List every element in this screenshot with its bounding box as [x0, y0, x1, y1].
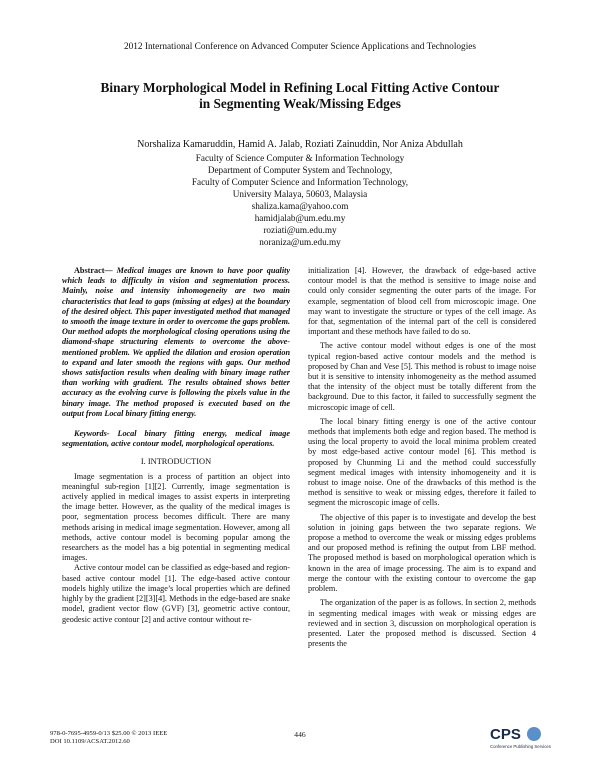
body-paragraph: The objective of this paper is to investigate and develop the best solution in joining gaps between the two separate regions. We propose a method to overcome the weak or missing edges problems and our proposed method is refining the output from LBF method. The proposed method is based on morphological operation which is known in the area of image processing. The aim is to expand and merge the contour with the existing contour to overcome the gap problem. [308, 512, 536, 594]
keywords: Keywords- Local binary fitting energy, medical image segmentation, active contour model, morphological operations. [62, 429, 290, 449]
affiliation-block [0, 152, 600, 248]
title-line-2: in Segmenting Weak/Missing Edges [199, 96, 401, 111]
left-column [62, 266, 290, 625]
section-heading-introduction: I. INTRODUCTION [140, 457, 212, 467]
body-paragraph: The organization of the paper is as follows. In section 2, methods in segmenting medical images with weak or missing edges are reviewed and in section 3, discussion on morphological operation is presented. Later the proposed method is discussed. Section 4 presents the [308, 598, 536, 649]
author-email: shaliza.kama@yahoo.com [251, 201, 349, 211]
cps-logo-text: CPS [490, 726, 521, 743]
body-paragraph: initialization [4]. However, the drawback of edge-based active contour model is that the method is sensitive to image noise and could only consider segmenting the outer parts of the image. For example, segmentation of blood cell from microscopic image. One may want to investigate the structure or types of the cell image. As for that, segmentation of the internal part of the cell is considered important and these methods have failed to do so. [308, 266, 536, 337]
author-list: Norshaliza Kamaruddin, Hamid A. Jalab, Roziati Zainuddin, Nor Aniza Abdullah [137, 139, 463, 150]
cps-logo [488, 722, 558, 752]
body-paragraph: Image segmentation is a process of partition an object into meaningful sub-region [1][2]. Currently, image segmentation is actively applied in medical images to assist experts in interpreting the image better. However, as the quality of the medical images is poor, segmentation process becomes difficult. There are many methods arising in medical image segmentation. However, among all methods, active contour model is becoming popular among the researchers as the model has a big potential in segmenting medical images. [62, 471, 290, 563]
author-email: noraniza@um.edu.my [259, 237, 341, 247]
cps-logo-globe-icon [527, 727, 541, 741]
body-paragraph: The local binary fitting energy is one of the active contour methods that implements both edge and region based. The method is using the local property to avoid the local minima problem created by most edge-based active contour model [6]. This method is proposed by Chunming Li and the method could successfully segment medical images with intensity inhomogeneity and it is robust to image noise. One of the drawbacks of this method is the method is sensitive to weak or missing edges, therefore it failed to segment the microscopic image of cells. [308, 416, 536, 508]
right-column [308, 266, 536, 649]
abstract [62, 266, 290, 419]
affiliation-line: University Malaya, 50603, Malaysia [232, 189, 368, 199]
conference-header: 2012 International Conference on Advanced Computer Science Applications and Technologies [123, 42, 477, 52]
body-paragraph: The active contour model without edges is one of the most typical region-based active contour models and the method is proposed by Chan and Vese [5]. This method is robust to image noise but it is sensitive to intensity inhomogeneity as the method assumed that the intensity of the object must be totally different from the background. Due to this factor, it failed to successfully segment the microscopic image of cell. [308, 341, 536, 412]
affiliation-line: Faculty of Science Computer & Information Technology [195, 153, 405, 163]
affiliation-line: Department of Computer System and Technology, [207, 165, 393, 175]
author-email: hamidjalab@um.edu.my [254, 213, 346, 223]
cps-logo-subtext: Conference Publishing Services [490, 744, 551, 749]
abstract-text: Medical images are known to have poor quality which leads to difficulty in vision and segmentation process. Mainly, noise and intensity inhomogeneity are two main characteristics that lead to gaps (missing at edges) at the boundary of the desired object. This paper investigated method that managed to smooth the image texture in order to overcome the gaps problem. Our method adopts the morphological closing operations using the diamond-shape structuring elements to overcome the above-mentioned problem. We applied the dilation and erosion operation to expand and later smooth the regions with gaps. Our method shows satisfaction results when dealing with binary image rather than working with gradient. The results obtained shows better accuracy as the evolving curve is following the pixels value in the binary image. The method proposed is executed based on the output from Local binary fitting energy. [62, 266, 291, 418]
title-line-1: Binary Morphological Model in Refining Local Fitting Active Contour [100, 80, 500, 95]
author-email: roziati@um.edu.my [263, 225, 337, 235]
page-number: 446 [294, 730, 306, 739]
affiliation-line: Faculty of Computer Science and Information Technology, [191, 177, 409, 187]
paper-title [40, 80, 560, 112]
abstract-label: Abstract— [74, 266, 113, 275]
body-paragraph: Active contour model can be classified as edge-based and region-based active contour model [1]. The edge-based active contour models highly utilize the image’s local properties which are defined highly by the gradient [2][3][4]. Methods in the edge-based are snake model, gradient vector flow (GVF) [3], geometric active contour, geodesic active contour [2] and active contour without re- [62, 563, 290, 624]
doi-line: DOI 10.1109/ACSAT.2012.60 [50, 738, 130, 746]
copyright-line: 978-0-7695-4959-0/13 $25.00 © 2013 IEEE [50, 730, 168, 737]
